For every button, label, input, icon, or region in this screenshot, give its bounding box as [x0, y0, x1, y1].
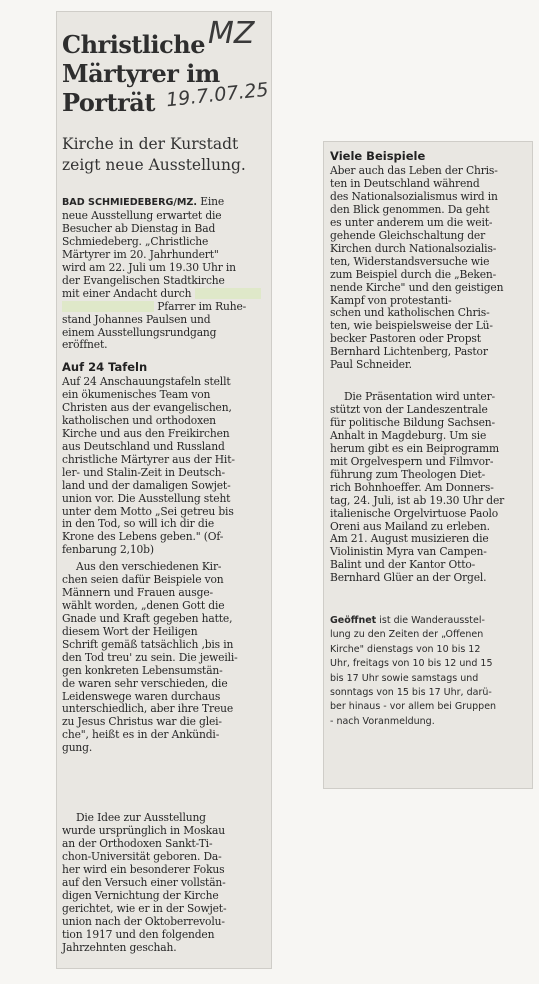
paragraph-line: Leidenswege waren durchaus — [62, 689, 221, 703]
paragraph-line: schen und katholischen Chris- — [330, 306, 490, 320]
intro-line: Schmiedeberg. „Christliche — [62, 234, 209, 248]
paragraph-line: Kirche und aus den Freikirchen — [62, 426, 230, 440]
intro-line: Pfarrer im Ruhe- — [157, 299, 247, 313]
paragraph-line: Männern und Frauen ausge- — [62, 585, 213, 599]
paragraph-line: stützt von der Landeszentrale — [330, 402, 488, 416]
intro-line: einem Ausstellungsrundgang — [62, 325, 217, 339]
paragraph-line: chon-Universität geboren. Da- — [62, 849, 222, 863]
paragraph-line: digen Vernichtung der Kirche — [62, 888, 219, 902]
paragraph-line: union vor. Die Ausstellung steht — [62, 491, 231, 505]
paragraph-line: Oreni aus Mailand zu erleben. — [330, 519, 490, 533]
opening-hours-info — [330, 614, 530, 729]
paragraph-line: Paul Schneider. — [330, 358, 412, 372]
paragraph-line: auf den Versuch einer vollstän- — [62, 875, 226, 889]
paragraph-line: che", heißt es in der Ankündi- — [62, 728, 220, 742]
intro-line: neue Ausstellung erwartet die — [62, 208, 222, 222]
info-line: - nach Voranmeldung. — [330, 715, 435, 727]
paragraph-line: becker Pastoren oder Propst — [330, 332, 481, 346]
headline-line: Porträt — [62, 88, 155, 117]
intro-line: Besucher ab Dienstag in Bad — [62, 221, 216, 235]
section-paragraph — [330, 165, 528, 372]
paragraph-line: unterschiedlich, aber ihre Treue — [62, 702, 234, 716]
paragraph-line: den Tod treu' zu sein. Die jeweili- — [62, 650, 238, 664]
subheadline-line: zeigt neue Ausstellung. — [62, 156, 246, 174]
paragraph-line: de waren sehr verschieden, die — [62, 676, 228, 690]
paragraph-line: Christen aus der evangelischen, — [62, 400, 232, 414]
paragraph-line: ten, wie beispielsweise der Lü- — [330, 319, 493, 333]
paragraph-line: Am 21. August musizieren die — [330, 532, 489, 546]
paragraph-line: chen seien dafür Beispiele von — [62, 572, 224, 586]
info-line: ist die Wanderausstel- — [376, 615, 485, 626]
intro-line: wird am 22. Juli um 19.30 Uhr in — [62, 260, 236, 274]
paragraph-line: gung. — [62, 741, 93, 755]
paragraph-line: für politische Bildung Sachsen- — [330, 415, 495, 429]
headline-line: Christliche — [62, 30, 205, 59]
paragraph-line: Kampf von protestanti- — [330, 293, 452, 307]
intro-line: stand Johannes Paulsen und — [62, 312, 211, 326]
section-paragraph — [62, 812, 268, 954]
paragraph-line: her wird ein besonderer Fokus — [62, 862, 225, 876]
paragraph-line: ein ökumenisches Team von — [62, 387, 211, 401]
paragraph-line: Anhalt in Magdeburg. Um sie — [330, 428, 487, 442]
paragraph-line: italienische Orgelvirtuose Paolo — [330, 506, 499, 520]
paragraph-line: unter dem Motto „Sei getreu bis — [62, 504, 234, 518]
paragraph-line: diesem Wort der Heiligen — [62, 624, 198, 638]
intro-line: Eine — [200, 195, 225, 208]
paragraph-line: Auf 24 Anschauungstafeln stellt — [62, 375, 231, 388]
paragraph-line: es unter anderem um die weit- — [330, 215, 493, 229]
paragraph-line: Balint und der Kantor Otto- — [330, 558, 476, 572]
paragraph-line: Krone des Lebens geben." (Of- — [62, 530, 224, 544]
info-line: sonntags von 15 bis 17 Uhr, darü- — [330, 687, 492, 699]
section-heading: Viele Beispiele — [330, 149, 426, 163]
intro-line: der Evangelischen Stadtkirche — [62, 273, 225, 287]
paragraph-line: mit Orgelvespern und Filmvor- — [330, 454, 494, 468]
handwritten-tag: MZ — [208, 16, 255, 51]
paragraph-line: rich Bohnhoeffer. Am Donners- — [330, 480, 494, 494]
paragraph-line: aus Deutschland und Russland — [62, 439, 225, 453]
section-paragraph — [330, 391, 528, 585]
info-line: bis 17 Uhr sowie samstags und — [330, 672, 479, 684]
paragraph-line: Violinistin Myra van Campen- — [330, 545, 487, 559]
paragraph-line: ler- und Stalin-Zeit in Deutsch- — [62, 465, 225, 479]
paragraph-line: Kirchen durch Nationalsozialis- — [330, 241, 497, 255]
redaction-mark — [195, 288, 261, 299]
paragraph-line: ten, Widerstandsversuche wie — [330, 254, 490, 268]
paragraph-line: tag, 24. Juli, ist ab 19.30 Uhr der — [330, 493, 505, 507]
paragraph-line: ten in Deutschland während — [330, 176, 480, 190]
paragraph-line: fenbarung 2,10b) — [62, 543, 154, 557]
paragraph-line: Aus den verschiedenen Kir- — [76, 560, 222, 573]
paragraph-line: zum Beispiel durch die „Beken- — [330, 267, 497, 281]
paragraph-line: gen konkreten Lebensumstän- — [62, 663, 223, 677]
paragraph-line: katholischen und orthodoxen — [62, 413, 216, 427]
section-paragraph — [62, 561, 268, 755]
paragraph-line: wurde ursprünglich in Moskau — [62, 823, 225, 837]
paragraph-line: Bernhard Lichtenberg, Pastor — [330, 345, 488, 359]
paragraph-line: wählt worden, „denen Gott die — [62, 598, 225, 612]
dateline: BAD SCHMIEDEBERG/MZ. — [62, 197, 197, 208]
paragraph-line: zu Jesus Christus war die glei- — [62, 715, 222, 729]
section-heading: Auf 24 Tafeln — [62, 360, 148, 374]
intro-line: mit einer Andacht durch — [62, 286, 192, 300]
info-line: lung zu den Zeiten der „Offenen — [330, 629, 484, 641]
redaction-mark — [62, 301, 154, 312]
intro-paragraph — [62, 196, 268, 352]
paragraph-line: den Blick genommen. Da geht — [330, 202, 490, 216]
handwritten-date: 19.7.07.25 — [165, 78, 270, 112]
paragraph-line: Jahrzehnten geschah. — [62, 940, 177, 954]
paragraph-line: Bernhard Glüer an der Orgel. — [330, 571, 487, 585]
info-label: Geöffnet — [330, 615, 377, 626]
paragraph-line: land und der damaligen Sowjet- — [62, 478, 231, 492]
paragraph-line: tion 1917 und den folgenden — [62, 927, 215, 941]
paragraph-line: Die Idee zur Ausstellung — [76, 811, 206, 824]
paragraph-line: herum gibt es ein Beiprogramm — [330, 441, 499, 455]
paragraph-line: an der Orthodoxen Sankt-Ti- — [62, 836, 213, 850]
paragraph-line: Gnade und Kraft gegeben hatte, — [62, 611, 233, 625]
paragraph-line: Aber auch das Leben der Chris- — [330, 164, 498, 177]
headline-line: Märtyrer im — [62, 59, 220, 88]
paragraph-line: Schrift gemäß tatsächlich ‚bis in — [62, 637, 234, 651]
paragraph-line: in den Tod, so will ich dir die — [62, 517, 215, 531]
paragraph-line: gehende Gleichschaltung der — [330, 228, 486, 242]
info-line: Uhr, freitags von 10 bis 12 und 15 — [330, 658, 493, 670]
paragraph-line: christliche Märtyrer aus der Hit- — [62, 452, 235, 466]
paragraph-line: gerichtet, wie er in der Sowjet- — [62, 901, 227, 915]
paragraph-line: führung zum Theologen Diet- — [330, 467, 486, 481]
info-line: ber hinaus - vor allem bei Gruppen — [330, 701, 497, 713]
section-paragraph — [62, 376, 268, 557]
paragraph-line: des Nationalsozialismus wird in — [330, 189, 498, 203]
intro-line: Märtyrer im 20. Jahrhundert" — [62, 247, 219, 261]
paragraph-line: Die Präsentation wird unter- — [344, 390, 495, 403]
intro-line: eröffnet. — [62, 338, 108, 352]
info-line: Kirche" dienstags von 10 bis 12 — [330, 643, 481, 655]
subheadline-line: Kirche in der Kurstadt — [62, 135, 239, 153]
paragraph-line: union nach der Oktoberrevolu- — [62, 914, 225, 928]
paragraph-line: nende Kirche" und den geistigen — [330, 280, 504, 294]
subheadline — [62, 134, 246, 176]
